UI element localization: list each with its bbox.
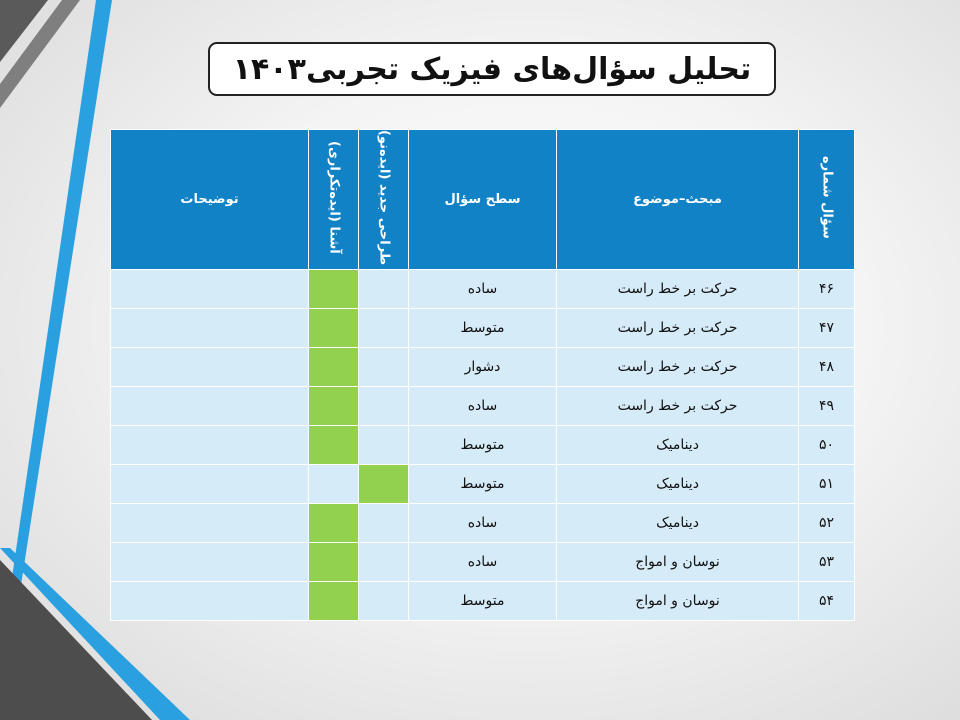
top-left-gray-stripe — [0, 0, 48, 62]
table-row — [111, 426, 855, 465]
header-level: سطح سؤال — [409, 130, 557, 270]
table-row — [111, 465, 855, 504]
cell-notes — [111, 270, 309, 309]
cell-familiar — [309, 426, 359, 465]
header-notes: توضیحات — [111, 130, 309, 270]
cell-level: ساده — [409, 270, 557, 309]
slide-title: تحلیل سؤال‌های فیزیک تجربی۱۴۰۳ — [232, 51, 752, 87]
title-box — [208, 42, 776, 96]
cell-notes — [111, 582, 309, 621]
cell-notes — [111, 387, 309, 426]
cell-number: ۵۰ — [799, 426, 855, 465]
cell-level: ساده — [409, 543, 557, 582]
cell-notes — [111, 543, 309, 582]
cell-notes — [111, 309, 309, 348]
table-row — [111, 543, 855, 582]
cell-new-design — [359, 270, 409, 309]
cell-topic: حرکت بر خط راست — [557, 309, 799, 348]
cell-new-design — [359, 348, 409, 387]
cell-number: ۴۸ — [799, 348, 855, 387]
cell-topic: نوسان و امواج — [557, 543, 799, 582]
cell-topic: دینامیک — [557, 504, 799, 543]
cell-familiar — [309, 543, 359, 582]
cell-notes — [111, 504, 309, 543]
cell-level: متوسط — [409, 582, 557, 621]
cell-number: ۵۲ — [799, 504, 855, 543]
cell-new-design — [359, 504, 409, 543]
cell-topic: حرکت بر خط راست — [557, 270, 799, 309]
header-new-design: طراحی جدید (ایده‌نو) — [359, 130, 409, 270]
left-blue-stripe — [0, 0, 112, 720]
cell-familiar — [309, 465, 359, 504]
cell-number: ۵۴ — [799, 582, 855, 621]
cell-number: ۴۶ — [799, 270, 855, 309]
cell-notes — [111, 348, 309, 387]
cell-level: دشوار — [409, 348, 557, 387]
header-familiar: آشنا (ایده‌تکراری) — [309, 130, 359, 270]
cell-number: ۵۳ — [799, 543, 855, 582]
cell-new-design — [359, 426, 409, 465]
top-left-gray-stripe-2 — [0, 0, 80, 108]
header-number: سؤال شماره — [799, 130, 855, 270]
cell-topic: دینامیک — [557, 465, 799, 504]
cell-level: متوسط — [409, 465, 557, 504]
table-row — [111, 582, 855, 621]
header-topic: مبحث–موضوع — [557, 130, 799, 270]
cell-level: متوسط — [409, 309, 557, 348]
cell-notes — [111, 465, 309, 504]
questions-table — [110, 129, 855, 621]
cell-notes — [111, 426, 309, 465]
table-row — [111, 309, 855, 348]
cell-level: متوسط — [409, 426, 557, 465]
cell-familiar — [309, 387, 359, 426]
cell-number: ۴۹ — [799, 387, 855, 426]
cell-level: ساده — [409, 387, 557, 426]
cell-new-design — [359, 543, 409, 582]
table-row — [111, 348, 855, 387]
table-row — [111, 270, 855, 309]
cell-familiar — [309, 348, 359, 387]
cell-new-design — [359, 387, 409, 426]
cell-topic: نوسان و امواج — [557, 582, 799, 621]
cell-familiar — [309, 309, 359, 348]
cell-level: ساده — [409, 504, 557, 543]
cell-familiar — [309, 270, 359, 309]
cell-topic: دینامیک — [557, 426, 799, 465]
cell-familiar — [309, 504, 359, 543]
cell-number: ۴۷ — [799, 309, 855, 348]
cell-familiar — [309, 582, 359, 621]
cell-new-design — [359, 465, 409, 504]
cell-new-design — [359, 309, 409, 348]
cell-topic: حرکت بر خط راست — [557, 348, 799, 387]
table-header-row — [111, 130, 855, 270]
table-row — [111, 504, 855, 543]
cell-new-design — [359, 582, 409, 621]
cell-topic: حرکت بر خط راست — [557, 387, 799, 426]
cell-number: ۵۱ — [799, 465, 855, 504]
table-row — [111, 387, 855, 426]
